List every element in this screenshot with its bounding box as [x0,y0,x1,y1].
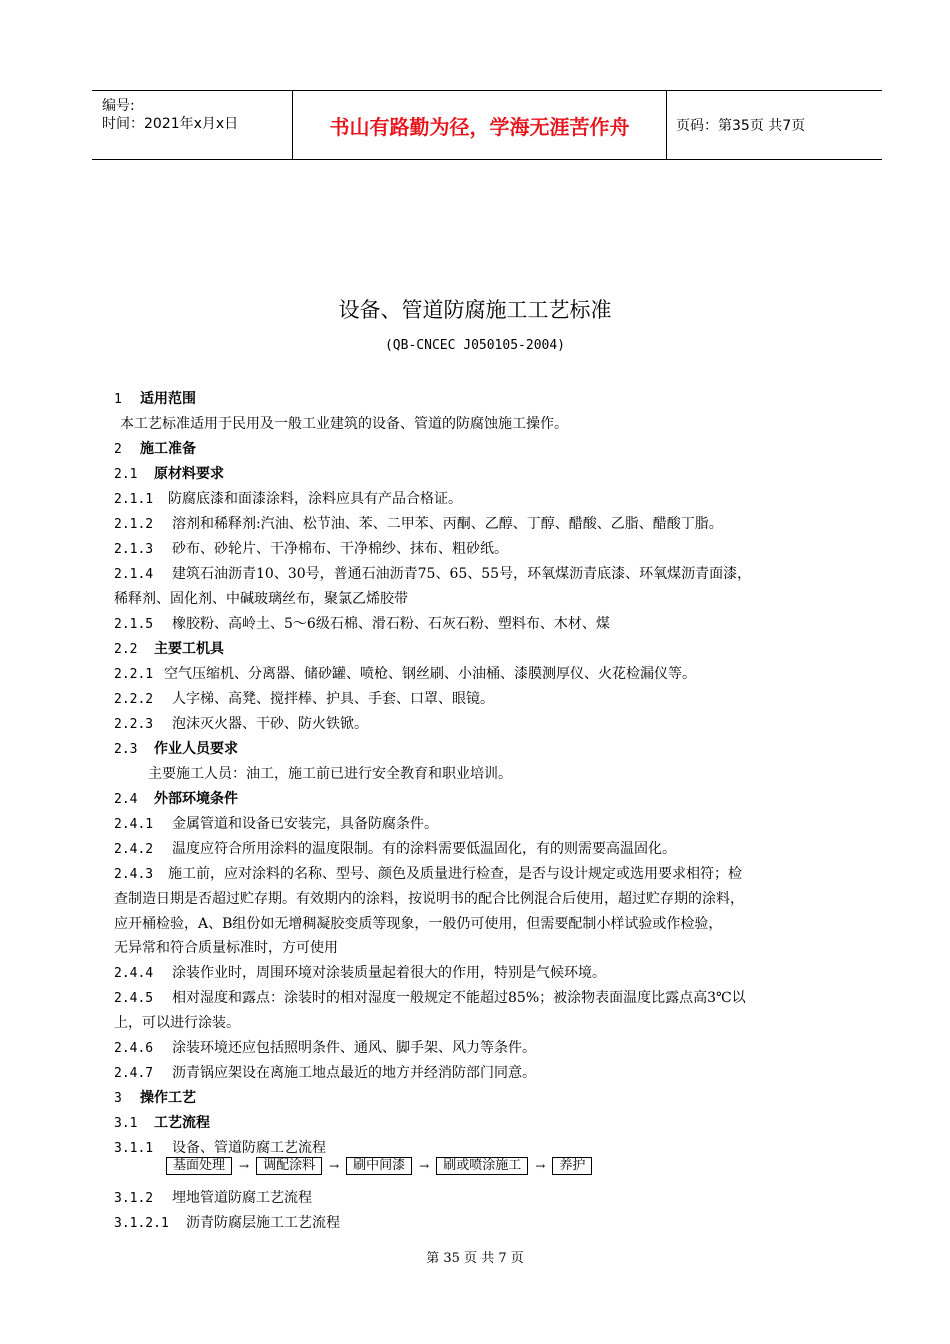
line-text: 建筑石油沥青10、30号，普通石油沥青75、65、55号，环氧煤沥青底漆、环氧煤沥青面漆， [172,566,752,582]
section-number: 2.1 [114,467,138,482]
number-label: 编号: [102,98,135,114]
section-number: 2.4.1 [114,817,154,832]
body-line [114,1012,240,1032]
line-text: 溶剂和稀释剂:汽油、松节油、苯、二甲苯、丙酮、乙醇、丁醇、醋酸、乙脂、醋酸丁脂。 [172,516,723,532]
document-title: 设备、管道防腐施工工艺标准 [338,298,612,322]
line-text: 稀释剂、固化剂、中碱玻璃丝布，聚氯乙烯胶带 [114,591,408,607]
section-number: 2.4.7 [114,1066,154,1081]
section-heading: 工艺流程 [154,1115,210,1131]
section-number: 2.4.5 [114,991,154,1006]
body-line [114,763,512,783]
arrow-right-icon: → [535,1159,546,1173]
section-number: 3 [114,1091,122,1106]
line-text: 泡沫灭火器、干砂、防火铁锨。 [172,716,368,732]
flow-step: 调配涂料 [256,1157,322,1175]
body-line [114,962,606,982]
section-number: 3.1.1 [114,1141,154,1156]
section-heading: 原材料要求 [154,466,224,482]
body-line [114,838,676,858]
body-line [114,438,196,458]
section-number: 3.1.2.1 [114,1216,169,1231]
body-line [114,563,751,583]
line-text: 人字梯、高凳、搅拌棒、护具、手套、口罩、眼镜。 [172,691,494,707]
section-number: 2 [114,442,122,457]
body-line [114,1112,210,1132]
line-text: 应开桶检验，A、B组份如无增稠凝胶变质等现象，一般仍可使用，但需要配制小样试验或作检验， [114,916,723,932]
section-number: 2.3 [114,742,138,757]
section-number: 2.4.3 [114,867,154,882]
section-number: 3.1 [114,1116,138,1131]
section-number: 2.4.2 [114,842,154,857]
body-line [114,663,696,683]
line-text: 金属管道和设备已安装完，具备防腐条件。 [172,816,438,832]
body-line [114,388,196,408]
body-line [114,913,722,933]
arrow-right-icon: → [329,1159,340,1173]
body-line [114,987,746,1007]
body-line [114,1087,196,1107]
body-line [114,1037,536,1057]
line-text: 防腐底漆和面漆涂料，涂料应具有产品合格证。 [168,491,462,507]
process-flow [166,1156,592,1176]
body-line [114,1212,340,1232]
arrow-right-icon: → [239,1159,250,1173]
body-line [114,937,338,957]
section-number: 2.4.6 [114,1041,154,1056]
line-text: 空气压缩机、分离器、储砂罐、喷枪、钢丝刷、小油桶、漆膜测厚仪、火花检漏仪等。 [164,666,696,682]
body-line [114,1137,326,1157]
page-footer: 第 35 页 共 7 页 [426,1251,524,1266]
line-text: 涂装环境还应包括照明条件、通风、脚手架、风力等条件。 [172,1040,536,1056]
time-label: 时间：2021年x月x日 [102,116,239,132]
line-text: 相对湿度和露点：涂装时的相对湿度一般规定不能超过85%；被涂物表面温度比露点高3℃以 [172,990,746,1006]
body-line [114,413,568,433]
line-text: 无异常和符合质量标准时，方可使用 [114,940,338,956]
body-line [114,613,610,633]
section-number: 2.4.4 [114,966,154,981]
line-text: 施工前，应对涂料的名称、型号、颜色及质量进行检查，是否与设计规定或选用要求相符；检 [168,866,742,882]
header-meta [92,91,292,159]
section-number: 2.1.5 [114,617,154,632]
line-text: 橡胶粉、高岭土、5～6级石棉、滑石粉、石灰石粉、塑料布、木材、煤 [172,616,610,632]
body-line [114,813,438,833]
body-line [114,738,238,758]
section-heading: 作业人员要求 [154,741,238,757]
section-heading: 施工准备 [140,441,196,457]
body-line [114,638,224,658]
body-line [114,513,723,533]
body-line [114,713,368,733]
flow-step: 基面处理 [166,1157,232,1175]
section-number: 2.1.2 [114,517,154,532]
flow-step: 刷中间漆 [346,1157,412,1175]
section-heading: 适用范围 [140,391,196,407]
line-text: 温度应符合所用涂料的温度限制。有的涂料需要低温固化，有的则需要高温固化。 [172,841,676,857]
line-text: 沥青锅应架设在离施工地点最近的地方并经消防部门同意。 [172,1065,536,1081]
line-text: 砂布、砂轮片、干净棉布、干净棉纱、抹布、粗砂纸。 [172,541,508,557]
line-text: 埋地管道防腐工艺流程 [172,1190,312,1206]
document-code: (QB-CNCEC J050105-2004) [384,338,565,353]
body-line [114,1062,536,1082]
section-number: 2.1.4 [114,567,154,582]
section-number: 2.2.2 [114,692,154,707]
section-number: 2.4 [114,792,138,807]
line-text: 主要施工人员：油工，施工前已进行安全教育和职业培训。 [148,766,512,782]
section-number: 1 [114,392,122,407]
line-text: 沥青防腐层施工工艺流程 [186,1215,340,1231]
section-number: 2.1.1 [114,492,154,507]
flow-step: 养护 [552,1157,592,1175]
body-line [114,863,742,883]
body-line [114,488,462,508]
body-line [114,688,494,708]
section-heading: 操作工艺 [140,1090,196,1106]
section-heading: 主要工机具 [154,641,224,657]
line-text: 设备、管道防腐工艺流程 [172,1140,326,1156]
body-line [114,888,744,908]
line-text: 查制造日期是否超过贮存期。有效期内的涂料，按说明书的配合比例混合后使用，超过贮存期的涂料， [114,891,744,907]
section-heading: 外部环境条件 [154,791,238,807]
flow-step: 刷或喷涂施工 [436,1157,528,1175]
page-header [92,90,882,160]
body-line [114,788,238,808]
body-line [114,463,224,483]
line-text: 上，可以进行涂装。 [114,1015,240,1031]
page-label: 页码：第35页 共7页 [676,118,806,134]
body-line [114,1187,312,1207]
motto: 书山有路勤为径，学海无涯苦作舟 [292,91,667,159]
section-number: 3.1.2 [114,1191,154,1206]
section-number: 2.2 [114,642,138,657]
line-text: 涂装作业时，周围环境对涂装质量起着很大的作用，特别是气候环境。 [172,965,606,981]
section-number: 2.2.1 [114,667,154,682]
line-text: 本工艺标准适用于民用及一般工业建筑的设备、管道的防腐蚀施工操作。 [120,416,568,432]
arrow-right-icon: → [419,1159,430,1173]
section-number: 2.1.3 [114,542,154,557]
section-number: 2.2.3 [114,717,154,732]
body-line [114,588,408,608]
body-line [114,538,508,558]
